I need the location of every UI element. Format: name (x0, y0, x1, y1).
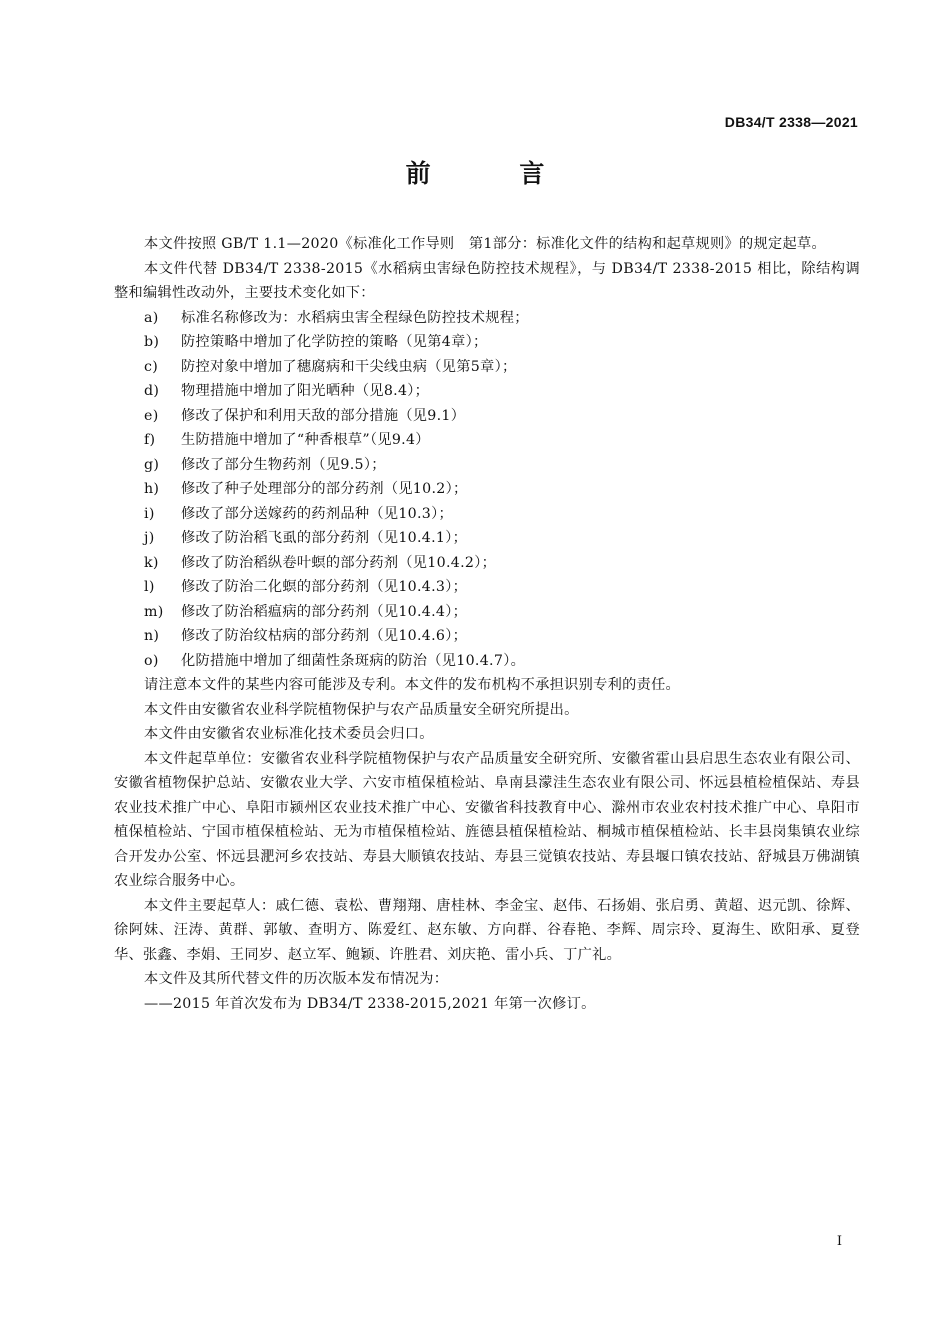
proposer-paragraph: 本文件由安徽省农业科学院植物保护与农产品质量安全研究所提出。 (144, 701, 579, 718)
list-marker: h) (144, 481, 160, 497)
list-item-text: 修改了防治稻瘟病的部分药剂（见10.4.4）； (181, 603, 468, 620)
list-item (114, 330, 860, 355)
changes-list (114, 306, 860, 674)
list-item (114, 624, 860, 649)
list-item (114, 428, 860, 453)
list-marker: g) (144, 456, 160, 473)
intro-paragraph: 本文件按照 GB/T 1.1—2020《标准化工作导则 第1部分：标准化文件的结构和起草规则》的规定起草。 (144, 236, 826, 252)
list-marker: k) (144, 554, 159, 571)
list-marker: l) (144, 579, 155, 595)
document-code: DB34/T 2338—2021 (724, 114, 858, 130)
list-marker: e) (144, 407, 159, 424)
drafters-paragraph: 本文件主要起草人：戚仁德、袁松、曹翔翔、唐桂林、李金宝、赵伟、石扬娟、张启勇、黄超、迟元凯、徐辉、徐阿妹、汪涛、黄群、郭敏、查明方、陈爱红、赵东敏、方向群、谷春艳、李辉、周宗玲、夏海生、欧阳承、夏登华、张鑫、李娟、王同岁、赵立军、鲍颖、许胜君、刘庆艳、雷小兵、丁广礼。 (114, 897, 860, 963)
list-item (114, 502, 860, 527)
list-item (114, 551, 860, 576)
list-marker: d) (144, 383, 160, 399)
list-item-text: 修改了部分送嫁药的药剂品种（见10.3）； (181, 505, 453, 522)
list-marker: a) (144, 309, 159, 326)
list-item (114, 355, 860, 380)
list-item (114, 453, 860, 478)
list-item-text: 修改了防治稻飞虱的部分药剂（见10.4.1）； (181, 530, 468, 546)
list-item-text: 修改了部分生物药剂（见9.5）； (181, 456, 386, 473)
list-item-text: 物理措施中增加了阳光晒种（见8.4）； (181, 383, 430, 399)
list-item (114, 477, 860, 502)
list-item (114, 600, 860, 625)
list-marker: j) (144, 530, 155, 546)
list-item (114, 379, 860, 404)
page-number: I (836, 1234, 842, 1249)
list-item-text: 防控对象中增加了穗腐病和干尖线虫病（见第5章）； (181, 358, 517, 375)
list-marker: b) (144, 334, 160, 350)
list-marker: m) (144, 603, 164, 620)
intro-paragraph: 本文件代替 DB34/T 2338-2015《水稻病虫害绿色防控技术规程》，与 DB34/T 2338-2015 相比，除结构调整和编辑性改动外，主要技术变化如下： (114, 260, 860, 301)
list-item-text: 修改了防治纹枯病的部分药剂（见10.4.6）； (181, 628, 468, 644)
history-item: ——2015 年首次发布为 DB34/T 2338-2015,2021 年第一次修订。 (144, 995, 596, 1012)
list-marker: i) (144, 505, 155, 522)
patent-notice: 请注意本文件的某些内容可能涉及专利。本文件的发布机构不承担识别专利的责任。 (144, 677, 681, 693)
drafting-units-paragraph: 本文件起草单位：安徽省农业科学院植物保护与农产品质量安全研究所、安徽省霍山县启思生态农业有限公司、安徽省植物保护总站、安徽农业大学、六安市植保植检站、阜南县濛洼生态农业有限公司、怀远县植检植保站、寿县农业技术推广中心、阜阳市颍州区农业技术推广中心、安徽省科技教育中心、滁州市农业农村技术推广中心、阜阳市植保植检站、宁国市植保植检站、无为市植保植检站、旌德县植保植检站、桐城市植保植检站、长丰县岗集镇农业综合开发办公室、怀远县淝河乡农技站、寿县大顺镇农技站、寿县三觉镇农技站、寿县堰口镇农技站、舒城县万佛湖镇农业综合服务中心。 (114, 750, 860, 889)
page-title: 前 言 (405, 159, 585, 188)
list-item (114, 649, 860, 674)
list-item (114, 575, 860, 600)
list-item (114, 404, 860, 429)
list-item-text: 化防措施中增加了细菌性条斑病的防治（见10.4.7）。 (181, 652, 526, 669)
list-marker: f) (144, 432, 156, 448)
list-item-text: 标准名称修改为：水稻病虫害全程绿色防控技术规程； (181, 309, 529, 326)
committee-paragraph: 本文件由安徽省农业标准化技术委员会归口。 (144, 726, 434, 742)
list-item-text: 修改了种子处理部分的部分药剂（见10.2）； (181, 481, 468, 497)
list-item-text: 修改了防治二化螟的部分药剂（见10.4.3）； (181, 579, 468, 595)
history-intro: 本文件及其所代替文件的历次版本发布情况为： (144, 971, 449, 987)
list-item-text: 修改了防治稻纵卷叶螟的部分药剂（见10.4.2）； (181, 554, 497, 571)
list-marker: c) (144, 358, 159, 375)
list-marker: n) (144, 628, 160, 644)
list-marker: o) (144, 652, 159, 669)
list-item-text: 生防措施中增加了“种香根草”（见9.4） (181, 432, 430, 448)
list-item (114, 526, 860, 551)
list-item-text: 防控策略中增加了化学防控的策略（见第4章）； (181, 334, 488, 350)
foreword-content (114, 232, 860, 1016)
list-item (114, 306, 860, 331)
list-item-text: 修改了保护和利用天敌的部分措施（见9.1） (181, 407, 466, 424)
